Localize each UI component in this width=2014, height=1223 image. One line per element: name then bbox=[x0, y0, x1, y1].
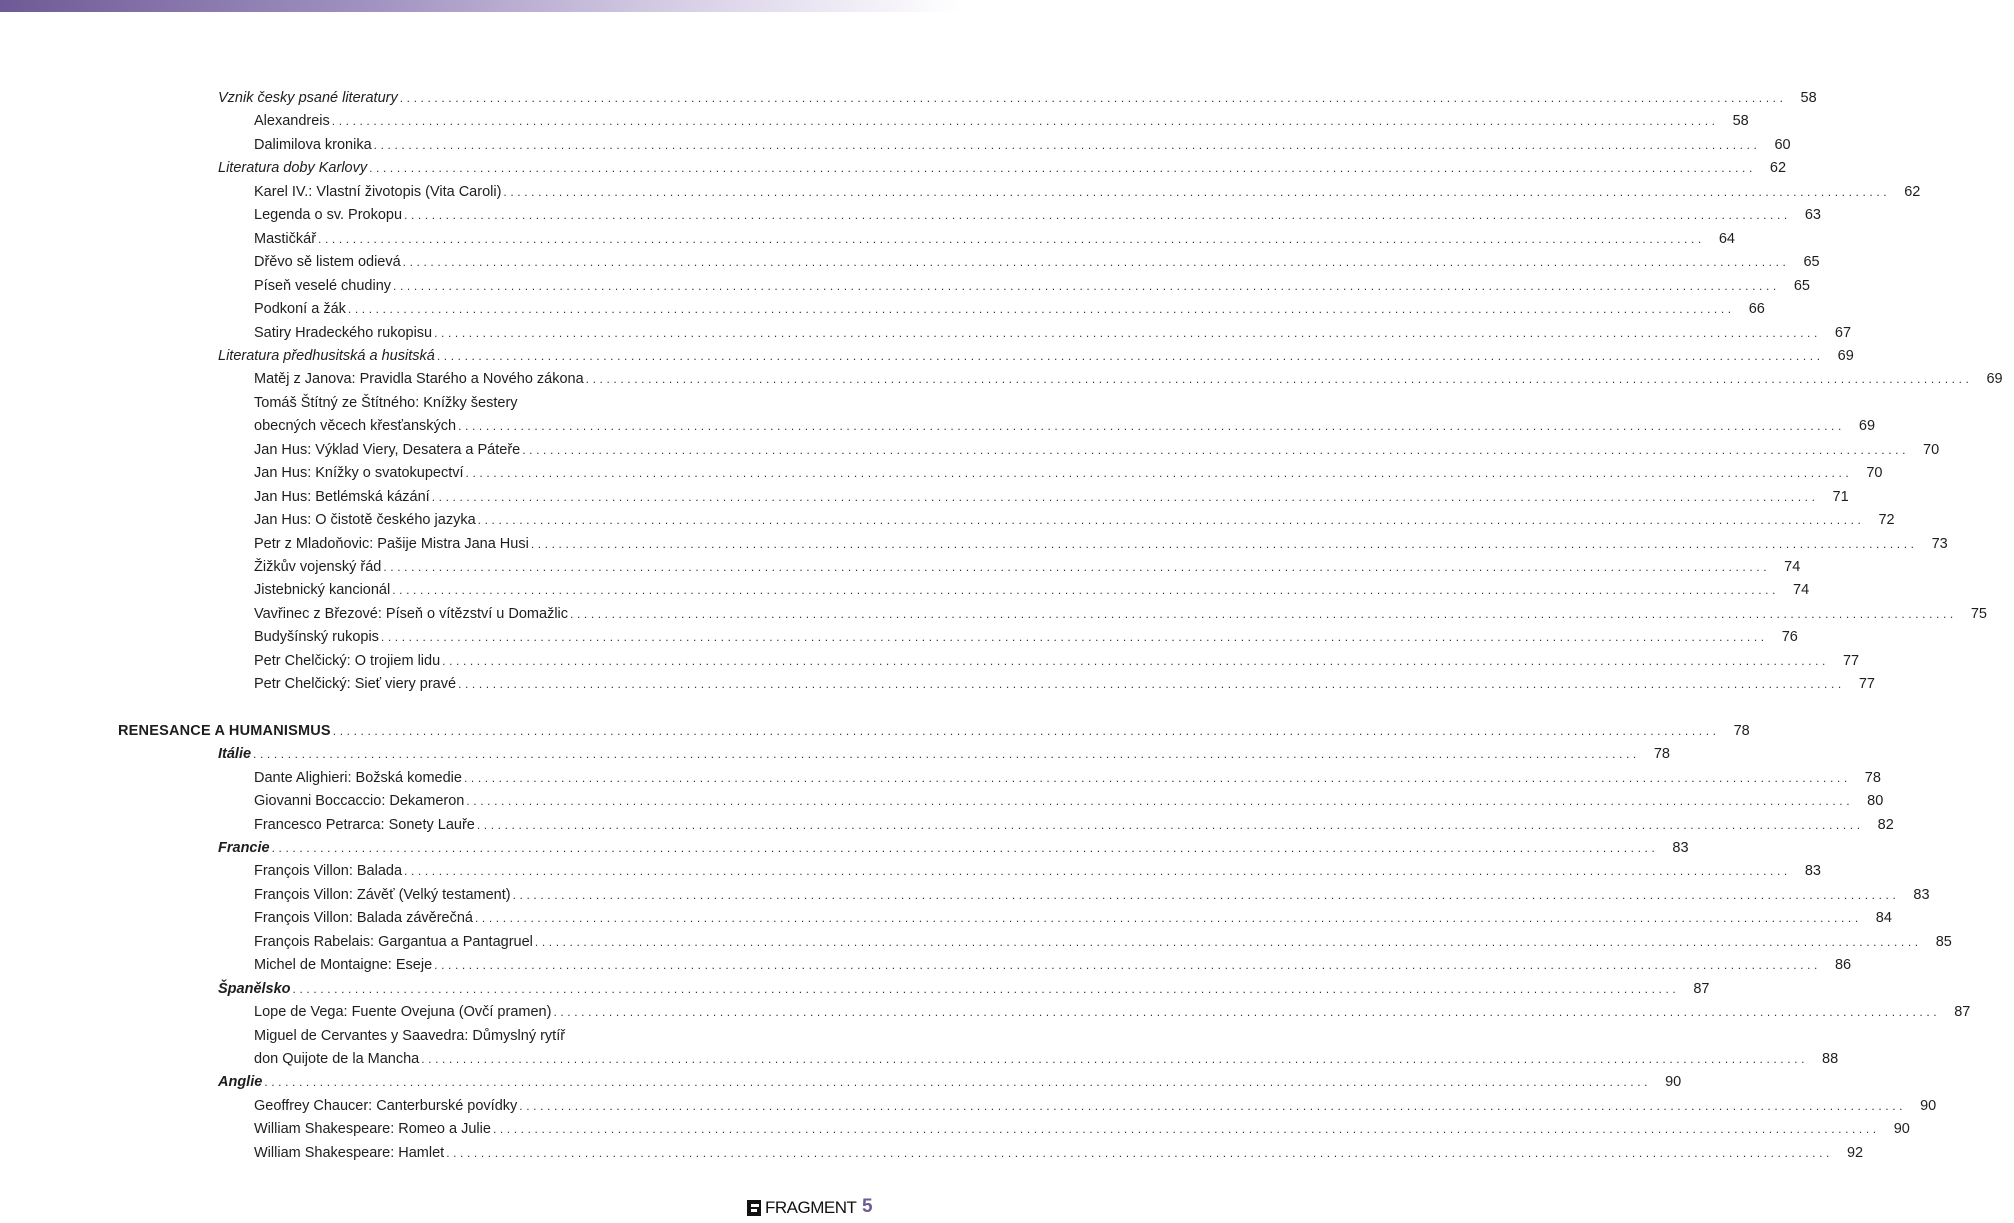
toc-dot-leader: ........................................................................................................................................................................................................ bbox=[392, 583, 1780, 598]
toc-dot-leader: ........................................................................................................................................................................................................ bbox=[404, 208, 1791, 223]
toc-entry-page: 67 bbox=[1834, 324, 1852, 341]
toc-entry-page: 82 bbox=[1877, 816, 1894, 833]
toc-entry-page: 77 bbox=[1858, 676, 1875, 693]
toc-entry bbox=[254, 580, 1810, 604]
toc-entry bbox=[254, 416, 1876, 440]
toc-entry-title: Giovanni Boccaccio: Dekameron bbox=[254, 793, 465, 810]
toc-dot-leader: ........................................................................................................................................................................................................ bbox=[383, 560, 1771, 574]
toc-dot-leader: ........................................................................................................................................................................................................ bbox=[421, 1052, 1809, 1066]
toc-entry-title: François Villon: Balada bbox=[254, 863, 403, 880]
toc-entry bbox=[254, 276, 1810, 300]
publisher-logo-text: FRAGMENT bbox=[765, 1198, 857, 1217]
toc-entry bbox=[254, 1119, 1910, 1143]
toc-dot-leader: ........................................................................................................................................................................................................ bbox=[553, 1005, 1941, 1020]
toc-entry bbox=[254, 791, 1884, 815]
toc-dot-leader: ........................................................................................................................................................................................................ bbox=[399, 91, 1787, 105]
toc-entry-title: Budyšínský rukopis bbox=[254, 629, 379, 646]
toc-entry-page: 65 bbox=[1803, 254, 1820, 271]
toc-entry bbox=[254, 651, 1860, 675]
toc-dot-leader: ........................................................................................................................................................................................................ bbox=[476, 817, 1864, 832]
toc-entry-page: 78 bbox=[1653, 746, 1670, 763]
toc-dot-leader: ........................................................................................................................................................................................................ bbox=[458, 419, 1845, 434]
toc-entry bbox=[254, 627, 1798, 651]
toc-entry bbox=[254, 557, 1801, 581]
toc-dot-leader: ........................................................................................................................................................................................................ bbox=[332, 723, 1720, 738]
toc-entry bbox=[254, 487, 1849, 511]
toc-entry bbox=[254, 135, 1791, 159]
toc-dot-leader: ........................................................................................................................................................................................................ bbox=[402, 255, 1790, 270]
toc-entry-title: Petr z Mladoňovic: Pašije Mistra Jana Husi bbox=[254, 535, 529, 552]
toc-entry bbox=[254, 205, 1821, 229]
toc-entry-page: 85 bbox=[1935, 933, 1952, 950]
toc-entry bbox=[254, 111, 1749, 135]
toc-dot-leader: ........................................................................................................................................................................................................ bbox=[466, 794, 1854, 809]
toc-entry bbox=[254, 299, 1765, 323]
page-number: 5 bbox=[862, 1196, 873, 1217]
toc-entry-page: 83 bbox=[1913, 886, 1930, 903]
toc-entry-title: Jan Hus: Knížky o svatokupectví bbox=[254, 465, 464, 482]
toc-entry-title: Matěj z Janova: Pravidla Starého a Nového zákona bbox=[254, 371, 584, 388]
toc-entry-page: 62 bbox=[1904, 183, 1921, 200]
toc-entry-title: Legenda o sv. Prokopu bbox=[254, 207, 403, 224]
toc-entry-title: Jan Hus: O čistotě českého jazyka bbox=[254, 512, 476, 529]
toc-entry-page: 75 bbox=[1970, 605, 1987, 622]
toc-entry-title: Jistebnický kancionál bbox=[254, 582, 391, 599]
toc-entry bbox=[254, 1096, 1937, 1120]
toc-entry bbox=[254, 861, 1821, 885]
toc-entry-title: Vznik česky psané literatury bbox=[218, 90, 398, 106]
toc-dot-leader: ........................................................................................................................................................................................................ bbox=[474, 911, 1862, 926]
toc-entry bbox=[118, 721, 1750, 745]
toc-dot-leader: ........................................................................................................................................................................................................ bbox=[477, 513, 1865, 528]
toc-entry bbox=[218, 979, 1710, 1003]
toc-entry-page: 58 bbox=[1800, 90, 1817, 106]
toc-entry-page: 66 bbox=[1748, 301, 1765, 318]
toc-entry-title: Vavřinec z Březové: Píseň o vítězství u Domažlic bbox=[254, 605, 569, 622]
toc-entry bbox=[254, 604, 1987, 628]
toc-dot-leader: ........................................................................................................................................................................................................ bbox=[271, 840, 1659, 855]
toc-entry-title: Karel IV.: Vlastní životopis (Vita Caroli) bbox=[254, 183, 502, 200]
toc-entry-title: Literatura doby Karlovy bbox=[218, 160, 368, 177]
toc-entry-title: Mastičkář bbox=[254, 230, 317, 247]
toc-entry-page: 83 bbox=[1804, 863, 1821, 880]
toc-entry-page: 64 bbox=[1718, 230, 1735, 247]
toc-dot-leader: ........................................................................................................................................................................................................ bbox=[534, 934, 1922, 949]
toc-entry-page: 83 bbox=[1672, 839, 1689, 856]
toc-entry-title: Francie bbox=[218, 839, 270, 856]
toc-entry bbox=[254, 463, 1883, 487]
toc-entry-title: Žižkův vojenský řád bbox=[254, 559, 382, 575]
toc-entry-page: 70 bbox=[1866, 465, 1883, 482]
toc-dot-leader: ........................................................................................................................................................................................................ bbox=[442, 653, 1829, 668]
toc-entry-page: 69 bbox=[1986, 371, 2003, 388]
toc-entry-page: 63 bbox=[1804, 207, 1821, 224]
toc-dot-leader: ........................................................................................................................................................................................................ bbox=[264, 1075, 1652, 1090]
toc-dot-leader: ........................................................................................................................................................................................................ bbox=[522, 442, 1910, 457]
toc-entry-title: Francesco Petrarca: Sonety Lauře bbox=[254, 816, 475, 833]
toc-entry bbox=[254, 393, 800, 417]
toc-entry bbox=[254, 182, 1921, 206]
toc-entry-title: RENESANCE A HUMANISMUS bbox=[118, 722, 331, 739]
toc-entry-page: 72 bbox=[1878, 512, 1895, 529]
toc-entry-page: 78 bbox=[1864, 769, 1881, 786]
toc-entry bbox=[254, 932, 1952, 956]
toc-entry-page: 87 bbox=[1954, 1004, 1971, 1021]
toc-dot-leader: ........................................................................................................................................................................................................ bbox=[434, 958, 1821, 973]
toc-dot-leader: ........................................................................................................................................................................................................ bbox=[373, 137, 1761, 152]
toc-entry-title: Píseň veselé chudiny bbox=[254, 277, 392, 294]
toc-entry bbox=[254, 885, 1930, 909]
toc-entry bbox=[218, 838, 1689, 862]
toc-entry bbox=[254, 815, 1894, 839]
toc-entry bbox=[218, 346, 1854, 370]
toc-entry-title: François Villon: Závěť (Velký testament) bbox=[254, 886, 511, 903]
toc-entry-title: Itálie bbox=[218, 746, 252, 763]
toc-entry bbox=[254, 252, 1820, 276]
toc-entry bbox=[218, 88, 1817, 112]
toc-entry-page: 70 bbox=[1923, 441, 1940, 458]
toc-dot-leader: ........................................................................................................................................................................................................ bbox=[369, 161, 1756, 176]
toc-entry-title: Jan Hus: Betlémská kázání bbox=[254, 488, 430, 505]
toc-entry-page: 88 bbox=[1822, 1051, 1839, 1067]
toc-entry-page: 77 bbox=[1842, 652, 1860, 669]
toc-dot-leader: ........................................................................................................................................................................................................ bbox=[347, 302, 1735, 317]
toc-dot-leader: ........................................................................................................................................................................................................ bbox=[492, 1122, 1880, 1137]
toc-dot-leader: ........................................................................................................................................................................................................ bbox=[530, 536, 1918, 551]
toc-entry-page: 87 bbox=[1693, 980, 1710, 997]
toc-entry-page: 65 bbox=[1793, 277, 1810, 294]
toc-entry-page: 90 bbox=[1665, 1074, 1682, 1091]
toc-entry-title: Dalimilova kronika bbox=[254, 136, 372, 153]
toc-entry bbox=[218, 744, 1670, 768]
toc-dot-leader: ........................................................................................................................................................................................................ bbox=[404, 864, 1791, 879]
toc-entry-title: Miguel de Cervantes y Saavedra: Důmyslný rytíř bbox=[254, 1027, 566, 1044]
toc-entry-page: 86 bbox=[1834, 957, 1852, 974]
toc-entry-page: 92 bbox=[1846, 1144, 1864, 1161]
toc-entry-title: Geoffrey Chaucer: Canterburské povídky bbox=[254, 1097, 518, 1114]
toc-entry bbox=[254, 534, 1948, 558]
toc-entry-page: 74 bbox=[1784, 559, 1801, 575]
toc-entry-title: don Quijote de la Mancha bbox=[254, 1051, 420, 1067]
toc-entry bbox=[254, 1026, 800, 1050]
toc-entry bbox=[254, 1143, 1864, 1167]
toc-dot-leader: ........................................................................................................................................................................................................ bbox=[431, 489, 1819, 504]
toc-entry-page: 60 bbox=[1774, 136, 1791, 153]
toc-entry-title: Petr Chelčický: O trojiem lidu bbox=[254, 652, 441, 669]
toc-entry-title: William Shakespeare: Romeo a Julie bbox=[254, 1121, 491, 1138]
toc-entry bbox=[254, 955, 1852, 979]
toc-entry bbox=[254, 510, 1895, 534]
toc-entry-title: François Rabelais: Gargantua a Pantagruel bbox=[254, 933, 533, 950]
toc-dot-leader: ........................................................................................................................................................................................................ bbox=[292, 981, 1680, 996]
toc-entry-page: 73 bbox=[1931, 535, 1948, 552]
toc-entry-title: obecných věcech křesťanských bbox=[254, 418, 457, 435]
toc-dot-leader: ........................................................................................................................................................................................................ bbox=[463, 770, 1851, 785]
fragment-logo-mark-icon bbox=[745, 1198, 763, 1218]
toc-entry-title: Podkoní a žák bbox=[254, 301, 346, 318]
toc-dot-leader: ........................................................................................................................................................................................................ bbox=[458, 677, 1845, 692]
toc-entry-page: 78 bbox=[1733, 722, 1750, 739]
toc-entry-page: 71 bbox=[1832, 488, 1849, 505]
toc-dot-leader: ........................................................................................................................................................................................................ bbox=[253, 747, 1640, 762]
top-decorative-band bbox=[0, 0, 960, 12]
toc-dot-leader: ........................................................................................................................................................................................................ bbox=[446, 1145, 1833, 1160]
toc-entry-title: Španělsko bbox=[218, 980, 291, 997]
toc-entry bbox=[218, 158, 1787, 182]
toc-entry-page: 62 bbox=[1769, 160, 1787, 177]
toc-dot-leader: ........................................................................................................................................................................................................ bbox=[380, 630, 1768, 645]
toc-dot-leader: ........................................................................................................................................................................................................ bbox=[465, 466, 1853, 481]
toc-entry-title: Lope de Vega: Fuente Ovejuna (Ovčí pramen) bbox=[254, 1004, 552, 1021]
toc-entry-page: 74 bbox=[1793, 582, 1810, 599]
toc-entry-title: Tomáš Štítný ze Štítného: Knížky šestery bbox=[254, 394, 518, 411]
toc-entry bbox=[254, 768, 1881, 792]
toc-dot-leader: ........................................................................................................................................................................................................ bbox=[393, 278, 1780, 293]
publisher-logo bbox=[745, 1196, 856, 1220]
toc-entry-page: 80 bbox=[1867, 793, 1884, 810]
toc-entry bbox=[254, 674, 1875, 698]
toc-entry-page: 84 bbox=[1875, 910, 1892, 927]
toc-entry bbox=[254, 908, 1892, 932]
toc-dot-leader: ........................................................................................................................................................................................................ bbox=[585, 372, 1973, 387]
toc-entry-page: 90 bbox=[1920, 1097, 1937, 1114]
toc-entry-title: William Shakespeare: Hamlet bbox=[254, 1144, 445, 1161]
toc-entry bbox=[254, 1002, 1971, 1026]
toc-entry-title: François Villon: Balada závěrečná bbox=[254, 910, 473, 927]
toc-entry bbox=[254, 229, 1735, 253]
toc-entry-title: Jan Hus: Výklad Viery, Desatera a Páteře bbox=[254, 441, 521, 458]
toc-dot-leader: ........................................................................................................................................................................................................ bbox=[434, 325, 1821, 340]
toc-entry-title: Dřěvo sě listem odievá bbox=[254, 254, 401, 271]
toc-entry-title: Literatura předhusitská a husitská bbox=[218, 347, 435, 364]
toc-dot-leader: ........................................................................................................................................................................................................ bbox=[570, 606, 1957, 621]
toc-entry-title: Michel de Montaigne: Eseje bbox=[254, 957, 433, 974]
toc-entry-page: 90 bbox=[1893, 1121, 1910, 1138]
toc-dot-leader: ........................................................................................................................................................................................................ bbox=[318, 231, 1705, 246]
toc-dot-leader: ........................................................................................................................................................................................................ bbox=[512, 887, 1900, 902]
toc-entry bbox=[254, 1049, 1839, 1073]
toc-entry-title: Satiry Hradeckého rukopisu bbox=[254, 324, 433, 341]
toc-entry-page: 69 bbox=[1837, 347, 1854, 364]
toc-entry bbox=[254, 440, 1940, 464]
toc-entry-title: Petr Chelčický: Sieť viery pravé bbox=[254, 676, 457, 693]
toc-entry-page: 76 bbox=[1781, 629, 1798, 646]
toc-dot-leader: ........................................................................................................................................................................................................ bbox=[436, 348, 1824, 363]
toc-entry-page: 69 bbox=[1858, 418, 1876, 435]
toc-dot-leader: ........................................................................................................................................................................................................ bbox=[519, 1098, 1907, 1113]
toc-entry bbox=[254, 323, 1852, 347]
toc-entry-title: Dante Alighieri: Božská komedie bbox=[254, 769, 462, 786]
toc-entry-title: Alexandreis bbox=[254, 113, 330, 130]
toc-entry-title: Anglie bbox=[218, 1074, 263, 1091]
toc-entry bbox=[218, 1072, 1682, 1096]
toc-dot-leader: ........................................................................................................................................................................................................ bbox=[331, 114, 1719, 129]
toc-dot-leader: ........................................................................................................................................................................................................ bbox=[503, 184, 1891, 199]
toc-entry bbox=[254, 369, 2003, 393]
toc-entry-page: 58 bbox=[1732, 113, 1749, 130]
